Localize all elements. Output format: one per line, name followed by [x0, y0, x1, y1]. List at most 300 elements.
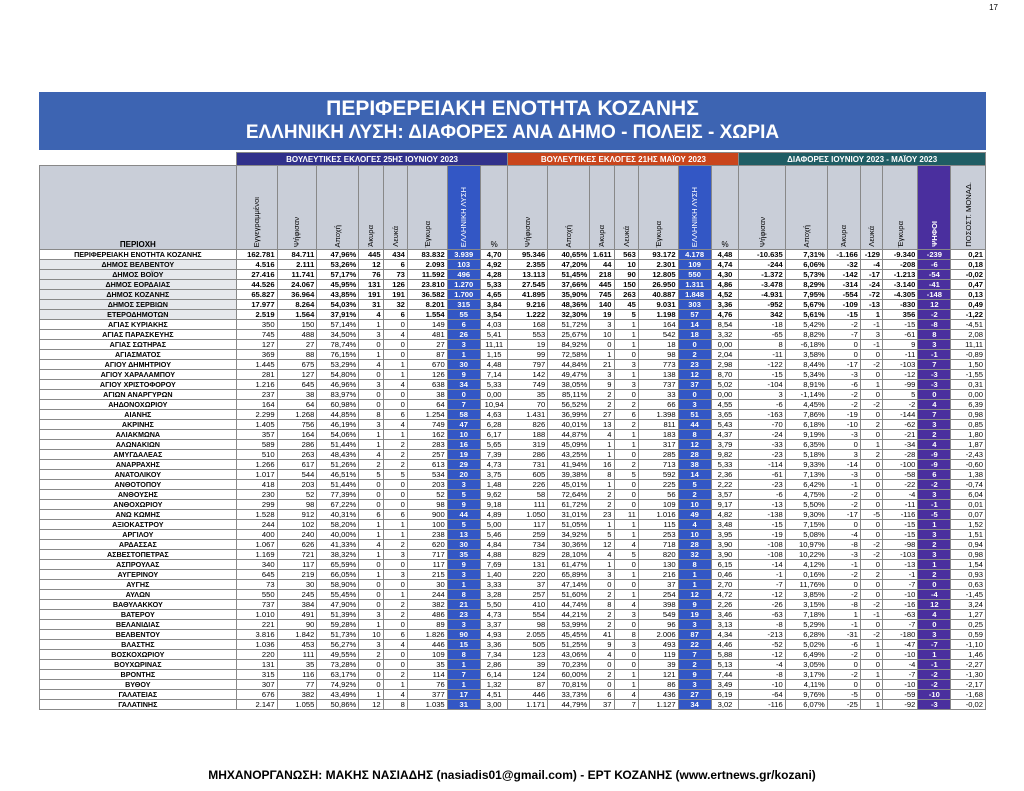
cell-abstention-may: 49,47%	[548, 370, 590, 380]
cell-abstention-diff: 4,11%	[785, 680, 827, 690]
cell-blank-diff: 0	[860, 650, 882, 660]
cell-valid-june: 149	[407, 320, 447, 330]
cell-abstention-may: 44,74%	[548, 600, 590, 610]
cell-el-june: 20	[447, 470, 480, 480]
cell-voted-may: 220	[508, 570, 548, 580]
cell-registered: 73	[236, 580, 277, 590]
cell-blank-diff: -2	[860, 550, 882, 560]
cell-invalid-diff: -1	[827, 560, 860, 570]
cell-abstention-june: 54,03%	[317, 300, 359, 310]
cell-pct-june: 4,03	[480, 320, 508, 330]
cell-blank-may: 1	[614, 590, 638, 600]
cell-abstention-diff: 6,28%	[785, 630, 827, 640]
cell-blank-may: 4	[614, 690, 638, 700]
cell-abstention-june: 43,49%	[317, 690, 359, 700]
cell-voted-diff: -63	[739, 610, 785, 620]
cell-blank-may: 11	[614, 510, 638, 520]
cell-invalid-may: 8	[590, 470, 614, 480]
cell-votes-diff: 2	[918, 430, 951, 440]
cell-valid-may: 164	[638, 320, 678, 330]
cell-blank-june: 8	[383, 700, 407, 710]
cell-pct-units-diff: 2,08	[951, 330, 986, 340]
cell-el-june: 58	[447, 410, 480, 420]
cell-invalid-may: 1	[590, 520, 614, 530]
table-row	[40, 500, 986, 510]
cell-voted-june: 52	[277, 490, 317, 500]
cell-pct-june: 5,41	[480, 330, 508, 340]
cell-pct-may: 3,65	[711, 410, 739, 420]
cell-voted-june: 150	[277, 320, 317, 330]
cell-voted-may: 95.346	[508, 250, 548, 260]
cell-el-june: 8	[447, 650, 480, 660]
cell-blank-june: 0	[383, 580, 407, 590]
cell-blank-june: 0	[383, 390, 407, 400]
cell-voted-diff: 342	[739, 310, 785, 320]
cell-invalid-june: 8	[359, 410, 383, 420]
table-row	[40, 630, 986, 640]
cell-voted-june: 2.111	[277, 260, 317, 270]
cell-pct-may: 8,54	[711, 320, 739, 330]
cell-valid-may: 436	[638, 690, 678, 700]
cell-valid-june: 162	[407, 430, 447, 440]
cell-pct-units-diff: -2,17	[951, 680, 986, 690]
cell-pct-june: 1,48	[480, 480, 508, 490]
cell-el-june: 0	[447, 390, 480, 400]
cell-region: ΒΕΛΒΕΝΤΟΥ	[40, 630, 237, 640]
cell-voted-may: 58	[508, 490, 548, 500]
cell-valid-june: 36.582	[407, 290, 447, 300]
cell-blank-june: 3	[383, 550, 407, 560]
cell-invalid-diff: -15	[827, 310, 860, 320]
cell-voted-diff: 3	[739, 390, 785, 400]
cell-region: ΒΑΤΕΡΟΥ	[40, 610, 237, 620]
cell-pct-units-diff: 0,01	[951, 500, 986, 510]
cell-blank-may: 10	[614, 260, 638, 270]
cell-el-may: 18	[678, 330, 711, 340]
cell-blank-may: 150	[614, 280, 638, 290]
col-voted-may: Ψήφισαν	[508, 166, 548, 250]
cell-voted-may: 319	[508, 440, 548, 450]
cell-abstention-may: 40,01%	[548, 420, 590, 430]
cell-voted-june: 912	[277, 510, 317, 520]
cell-pct-units-diff: 1,51	[951, 530, 986, 540]
cell-blank-june: 0	[383, 620, 407, 630]
cell-invalid-diff: -3	[827, 370, 860, 380]
cell-blank-diff: 0	[860, 690, 882, 700]
cell-valid-june: 23.810	[407, 280, 447, 290]
cell-invalid-may: 218	[590, 270, 614, 280]
col-abstention-may: Αποχή	[548, 166, 590, 250]
cell-pct-may: 3,79	[711, 440, 739, 450]
cell-invalid-may: 3	[590, 320, 614, 330]
cell-voted-may: 27.545	[508, 280, 548, 290]
cell-el-may: 0	[678, 390, 711, 400]
cell-voted-may: 1.171	[508, 700, 548, 710]
col-valid-diff: Έγκυρα	[882, 166, 917, 250]
cell-blank-may: 563	[614, 250, 638, 260]
cell-pct-units-diff: -0,60	[951, 460, 986, 470]
cell-blank-may: 3	[614, 610, 638, 620]
cell-invalid-june: 0	[359, 370, 383, 380]
cell-el-may: 3	[678, 680, 711, 690]
cell-abstention-diff: 5,42%	[785, 320, 827, 330]
cell-voted-june: 1.842	[277, 630, 317, 640]
cell-abstention-may: 70,23%	[548, 660, 590, 670]
cell-invalid-diff: -19	[827, 410, 860, 420]
cell-abstention-diff: 8,82%	[785, 330, 827, 340]
cell-el-may: 8	[678, 430, 711, 440]
cell-invalid-diff: -3	[827, 430, 860, 440]
cell-invalid-june: 1	[359, 440, 383, 450]
cell-valid-june: 717	[407, 550, 447, 560]
cell-blank-diff: 0	[860, 620, 882, 630]
cell-abstention-diff: 3,05%	[785, 660, 827, 670]
cell-voted-june: 617	[277, 460, 317, 470]
table-row	[40, 290, 986, 300]
group-header-june: ΒΟΥΛΕΥΤΙΚΕΣ ΕΚΛΟΓΕΣ 25ΗΣ ΙΟΥΝΙΟΥ 2023	[236, 153, 508, 166]
cell-registered: 2.519	[236, 310, 277, 320]
cell-invalid-june: 3	[359, 380, 383, 390]
cell-blank-may: 0	[614, 660, 638, 670]
cell-valid-may: 39	[638, 660, 678, 670]
cell-blank-june: 2	[383, 670, 407, 680]
cell-invalid-may: 4	[590, 430, 614, 440]
cell-valid-diff: -59	[882, 690, 917, 700]
cell-blank-diff: -2	[860, 360, 882, 370]
cell-abstention-diff: 7,18%	[785, 610, 827, 620]
cell-blank-june: 1	[383, 370, 407, 380]
cell-blank-may: 2	[614, 420, 638, 430]
cell-pct-june: 0,00	[480, 390, 508, 400]
cell-blank-may: 2	[614, 460, 638, 470]
cell-abstention-may: 48,36%	[548, 300, 590, 310]
cell-blank-diff: -72	[860, 290, 882, 300]
cell-invalid-may: 1	[590, 450, 614, 460]
cell-abstention-may: 28,10%	[548, 550, 590, 560]
cell-valid-june: 35	[407, 660, 447, 670]
cell-pct-units-diff: -1,10	[951, 640, 986, 650]
cell-valid-may: 493	[638, 640, 678, 650]
cell-valid-diff: -1	[882, 570, 917, 580]
cell-registered: 162.781	[236, 250, 277, 260]
cell-votes-diff: -5	[918, 510, 951, 520]
cell-el-may: 9	[678, 670, 711, 680]
cell-el-may: 2	[678, 660, 711, 670]
cell-abstention-may: 41,94%	[548, 460, 590, 470]
table-row	[40, 400, 986, 410]
cell-valid-may: 811	[638, 420, 678, 430]
cell-blank-may: 5	[614, 310, 638, 320]
cell-registered: 589	[236, 440, 277, 450]
cell-pct-june: 4,51	[480, 690, 508, 700]
cell-voted-diff: -138	[739, 510, 785, 520]
cell-blank-may: 6	[614, 410, 638, 420]
cell-el-june: 496	[447, 270, 480, 280]
cell-pct-may: 2,36	[711, 470, 739, 480]
cell-blank-may: 3	[614, 360, 638, 370]
cell-blank-diff: 1	[860, 380, 882, 390]
cell-pct-units-diff: 0,59	[951, 630, 986, 640]
cell-valid-diff: -34	[882, 440, 917, 450]
cell-invalid-diff: 0	[827, 580, 860, 590]
cell-voted-may: 124	[508, 670, 548, 680]
cell-blank-may: 0	[614, 500, 638, 510]
cell-voted-may: 226	[508, 480, 548, 490]
cell-voted-diff: -18	[739, 320, 785, 330]
cell-pct-june: 6,28	[480, 420, 508, 430]
cell-invalid-may: 2	[590, 500, 614, 510]
cell-abstention-june: 58,90%	[317, 580, 359, 590]
cell-invalid-diff: -2	[827, 670, 860, 680]
col-invalid-may: Άκυρα	[590, 166, 614, 250]
cell-abstention-may: 31,01%	[548, 510, 590, 520]
cell-region: ΑΥΛΩΝ	[40, 590, 237, 600]
cell-registered: 307	[236, 680, 277, 690]
cell-el-june: 3.939	[447, 250, 480, 260]
cell-region: ΓΑΛΑΤΙΝΗΣ	[40, 700, 237, 710]
cell-pct-june: 3,54	[480, 310, 508, 320]
cell-invalid-may: 10	[590, 330, 614, 340]
cell-abstention-june: 40,31%	[317, 510, 359, 520]
cell-el-june: 315	[447, 300, 480, 310]
cell-el-may: 550	[678, 270, 711, 280]
cell-valid-june: 1.826	[407, 630, 447, 640]
cell-blank-may: 1	[614, 430, 638, 440]
cell-registered: 27.416	[236, 270, 277, 280]
cell-registered: 315	[236, 670, 277, 680]
cell-invalid-may: 21	[590, 360, 614, 370]
cell-pct-units-diff: -4,51	[951, 320, 986, 330]
cell-blank-diff: -2	[860, 400, 882, 410]
cell-el-may: 1	[678, 570, 711, 580]
cell-pct-june: 5,65	[480, 440, 508, 450]
cell-blank-june: 3	[383, 570, 407, 580]
cell-blank-june: 2	[383, 460, 407, 470]
cell-valid-may: 542	[638, 330, 678, 340]
cell-voted-may: 259	[508, 530, 548, 540]
cell-voted-may: 9.216	[508, 300, 548, 310]
cell-region: ΔΗΜΟΣ ΣΕΡΒΙΩΝ	[40, 300, 237, 310]
cell-abstention-june: 63,17%	[317, 670, 359, 680]
cell-invalid-june: 2	[359, 460, 383, 470]
cell-invalid-may: 3	[590, 370, 614, 380]
cell-invalid-may: 9	[590, 640, 614, 650]
cell-abstention-june: 47,90%	[317, 600, 359, 610]
cell-voted-may: 734	[508, 540, 548, 550]
cell-invalid-may: 0	[590, 660, 614, 670]
cell-pct-may: 4,74	[711, 260, 739, 270]
cell-pct-june: 5,46	[480, 530, 508, 540]
cell-blank-june: 0	[383, 500, 407, 510]
cell-registered: 2.299	[236, 410, 277, 420]
cell-region: ΓΑΛΑΤΕΙΑΣ	[40, 690, 237, 700]
cell-registered: 737	[236, 600, 277, 610]
table-row	[40, 510, 986, 520]
cell-el-june: 30	[447, 540, 480, 550]
cell-abstention-may: 44,87%	[548, 430, 590, 440]
cell-votes-diff: 3	[918, 530, 951, 540]
cell-votes-diff: 1	[918, 520, 951, 530]
col-pct-units-diff: ΠΟΣΟΣΤ. ΜΟΝΑΔ.	[951, 166, 986, 250]
table-row	[40, 610, 986, 620]
cell-valid-june: 52	[407, 490, 447, 500]
cell-pct-units-diff: -0,89	[951, 350, 986, 360]
cell-invalid-june: 3	[359, 610, 383, 620]
cell-invalid-may: 2	[590, 490, 614, 500]
cell-abstention-diff: 7,95%	[785, 290, 827, 300]
cell-voted-june: 286	[277, 440, 317, 450]
cell-abstention-may: 38,05%	[548, 380, 590, 390]
cell-pct-may: 3,90	[711, 550, 739, 560]
table-row	[40, 450, 986, 460]
cell-valid-may: 86	[638, 680, 678, 690]
cell-registered: 357	[236, 430, 277, 440]
cell-abstention-diff: 4,45%	[785, 400, 827, 410]
cell-el-may: 7	[678, 650, 711, 660]
cell-pct-may: 2,26	[711, 600, 739, 610]
cell-invalid-may: 2	[590, 590, 614, 600]
table-row	[40, 340, 986, 350]
col-abstention-diff: Αποχή	[785, 166, 827, 250]
col-blank-may: Λευκά	[614, 166, 638, 250]
cell-votes-diff: -6	[918, 260, 951, 270]
cell-blank-may: 0	[614, 390, 638, 400]
cell-region: ΑΣΒΕΣΤΟΠΕΤΡΑΣ	[40, 550, 237, 560]
cell-pct-units-diff: 0,31	[951, 380, 986, 390]
cell-invalid-may: 2	[590, 400, 614, 410]
cell-valid-june: 203	[407, 480, 447, 490]
cell-voted-diff: -213	[739, 630, 785, 640]
cell-valid-diff: -2	[882, 400, 917, 410]
cell-pct-june: 4,65	[480, 290, 508, 300]
cell-pct-june: 4,93	[480, 630, 508, 640]
cell-abstention-diff: 3,85%	[785, 590, 827, 600]
cell-abstention-diff: 5,34%	[785, 370, 827, 380]
cell-voted-may: 111	[508, 500, 548, 510]
cell-invalid-diff: -17	[827, 510, 860, 520]
cell-voted-diff: -64	[739, 690, 785, 700]
cell-valid-june: 257	[407, 450, 447, 460]
cell-valid-may: 549	[638, 610, 678, 620]
cell-pct-june: 7,39	[480, 450, 508, 460]
cell-blank-diff: 0	[860, 430, 882, 440]
cell-el-may: 9	[678, 600, 711, 610]
cell-pct-may: 4,82	[711, 510, 739, 520]
cell-pct-may: 4,72	[711, 590, 739, 600]
cell-voted-june: 117	[277, 560, 317, 570]
cell-registered: 369	[236, 350, 277, 360]
cell-voted-june: 88	[277, 350, 317, 360]
cell-blank-may: 0	[614, 480, 638, 490]
page-title: ΠΕΡΙΦΕΡΕΙΑΚΗ ΕΝΟΤΗΤΑ ΚΟΖΑΝΗΣ	[326, 97, 699, 120]
cell-voted-diff: -10.635	[739, 250, 785, 260]
cell-pct-may: 3,90	[711, 540, 739, 550]
col-invalid-june: Άκυρα	[359, 166, 383, 250]
cell-el-may: 32	[678, 550, 711, 560]
cell-blank-diff: -1	[860, 340, 882, 350]
cell-blank-diff: 1	[860, 670, 882, 680]
page-subtitle: ΕΛΛΗΝΙΚΗ ΛΥΣΗ: ΔΙΑΦΟΡΕΣ ΑΝΑ ΔΗΜΟ - ΠΟΛΕΙΣ - ΧΩΡΙΑ	[245, 122, 780, 143]
cell-invalid-may: 37	[590, 700, 614, 710]
cell-abstention-diff: 6,18%	[785, 420, 827, 430]
cell-valid-may: 26.950	[638, 280, 678, 290]
cell-votes-diff: 12	[918, 600, 951, 610]
cell-valid-diff: -144	[882, 410, 917, 420]
cell-abstention-june: 73,28%	[317, 660, 359, 670]
cell-pct-june: 4,88	[480, 550, 508, 560]
cell-voted-june: 245	[277, 590, 317, 600]
cell-pct-june: 4,73	[480, 460, 508, 470]
cell-voted-diff: -61	[739, 470, 785, 480]
cell-registered: 1.528	[236, 510, 277, 520]
cell-valid-diff: -103	[882, 360, 917, 370]
cell-abstention-diff: 10,97%	[785, 540, 827, 550]
cell-invalid-may: 1	[590, 350, 614, 360]
cell-abstention-june: 58,20%	[317, 520, 359, 530]
cell-abstention-may: 44,84%	[548, 360, 590, 370]
cell-votes-diff: 0	[918, 620, 951, 630]
cell-abstention-june: 51,39%	[317, 610, 359, 620]
cell-blank-diff: 0	[860, 370, 882, 380]
cell-abstention-diff: 8,44%	[785, 360, 827, 370]
cell-blank-may: 1	[614, 680, 638, 690]
cell-invalid-may: 0	[590, 580, 614, 590]
cell-region: ΑΝΘΟΥΣΗΣ	[40, 490, 237, 500]
cell-votes-diff: -2	[918, 480, 951, 490]
cell-registered: 164	[236, 400, 277, 410]
cell-blank-june: 73	[383, 270, 407, 280]
cell-abstention-june: 74,92%	[317, 680, 359, 690]
cell-invalid-may: 2	[590, 390, 614, 400]
cell-pct-may: 4,34	[711, 630, 739, 640]
cell-voted-june: 164	[277, 430, 317, 440]
cell-voted-diff: -33	[739, 440, 785, 450]
cell-pct-may: 4,55	[711, 400, 739, 410]
cell-valid-june: 126	[407, 370, 447, 380]
cell-valid-june: 109	[407, 650, 447, 660]
cell-invalid-june: 0	[359, 400, 383, 410]
cell-valid-may: 130	[638, 560, 678, 570]
cell-valid-diff: -47	[882, 640, 917, 650]
cell-abstention-may: 51,05%	[548, 520, 590, 530]
cell-region: ΔΗΜΟΣ ΕΟΡΔΑΙΑΣ	[40, 280, 237, 290]
cell-valid-diff: -99	[882, 380, 917, 390]
cell-region: ΑΝΑΤΟΛΙΚΟΥ	[40, 470, 237, 480]
cell-blank-june: 0	[383, 400, 407, 410]
cell-abstention-diff: -6,18%	[785, 340, 827, 350]
cell-abstention-may: 65,89%	[548, 570, 590, 580]
group-header-diff: ΔΙΑΦΟΡΕΣ ΙΟΥΝΙΟΥ 2023 - ΜΑΪΟΥ 2023	[739, 153, 986, 166]
cell-el-may: 38	[678, 460, 711, 470]
cell-region: ΑΝΘΟΤΟΠΟΥ	[40, 480, 237, 490]
col-invalid-diff: Άκυρα	[827, 166, 860, 250]
cell-invalid-june: 4	[359, 450, 383, 460]
cell-abstention-diff: 5,50%	[785, 500, 827, 510]
cell-abstention-june: 45,95%	[317, 280, 359, 290]
cell-voted-diff: -7	[739, 580, 785, 590]
cell-invalid-may: 4	[590, 650, 614, 660]
cell-el-may: 12	[678, 370, 711, 380]
cell-valid-may: 592	[638, 470, 678, 480]
cell-voted-may: 797	[508, 360, 548, 370]
cell-valid-june: 76	[407, 680, 447, 690]
cell-blank-may: 0	[614, 580, 638, 590]
cell-valid-may: 254	[638, 590, 678, 600]
cell-abstention-may: 45,09%	[548, 440, 590, 450]
cell-abstention-diff: 6,49%	[785, 650, 827, 660]
table-row	[40, 620, 986, 630]
cell-el-may: 2	[678, 350, 711, 360]
